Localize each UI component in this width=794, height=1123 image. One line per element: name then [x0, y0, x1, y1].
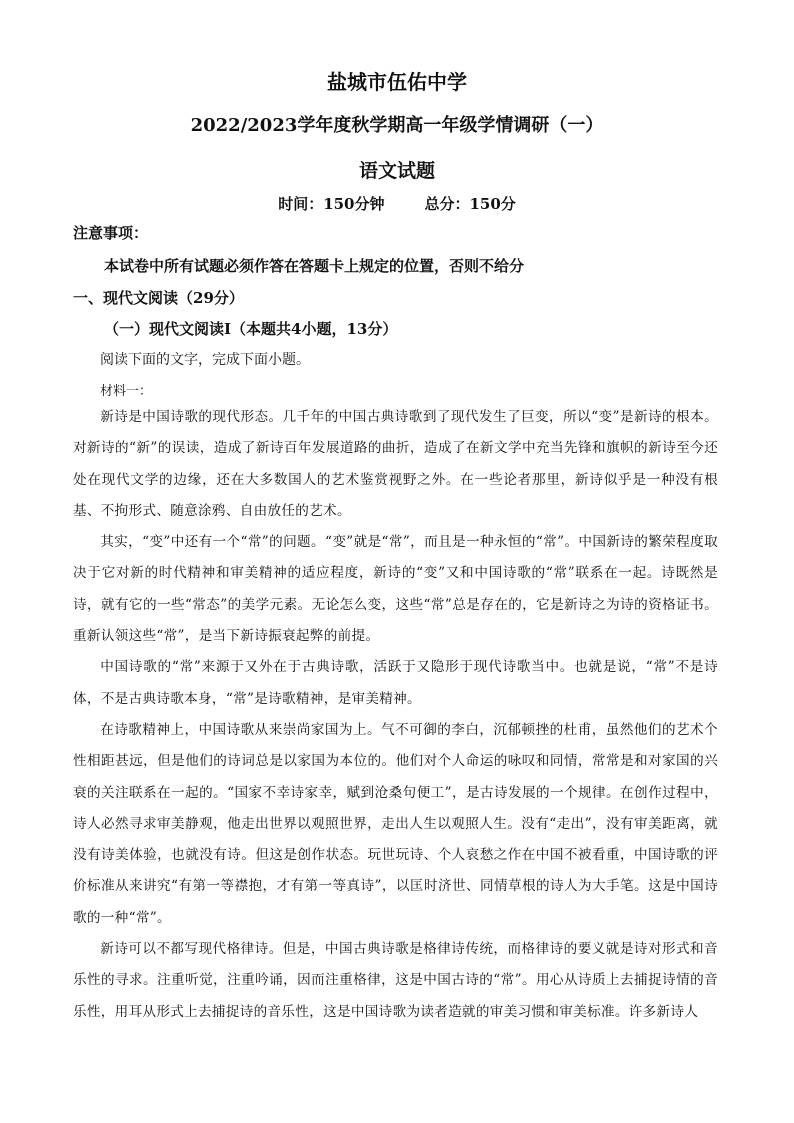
paragraph: 新诗是中国诗歌的现代形态。几千年的中国古典诗歌到了现代发生了巨变，所以“变”是新诗的根本。对新诗的“新”的误读，造成了新诗百年发展道路的曲折，造成了在新文学中充当先锋和旗帜的新诗至今还处在现代文学的边缘，还在大多数国人的艺术鉴赏视野之外。在一些论者那里，新诗似乎是一种没有根基、不拘形式、随意涂鸦、自由放任的艺术。 [73, 409, 718, 519]
subject-title: 语文试题 [358, 160, 435, 182]
school-name: 盐城市伍佑中学 [327, 70, 467, 94]
paragraph: 在诗歌精神上，中国诗歌从来崇尚家国为上。气不可御的李白，沉郁顿挫的杜甫，虽然他们的艺术个性相距甚远，但是他们的诗词总是以家国为本位的。他们对个人命运的咏叹和同情，常常是和对家国的兴衰的关注联系在一起的。“国家不幸诗家幸，赋到沧桑句便工”，是古诗发展的一个规律。在创作过程中，诗人必然寻求审美静观，他走出世界以观照世界，走出人生以观照人生。没有“走出”，没有审美距离，就没有诗美体验，也就没有诗。但这是创作状态。玩世玩诗、个人哀愁之作在中国不被看重，中国诗歌的评价标准从来讲究“有第一等襟抱，才有第一等真诗”，以匡时济世、同情草根的诗人为大手笔。这是中国诗歌的一种“常”。 [73, 721, 718, 926]
exam-score: 总分：150分 [424, 195, 516, 213]
exam-meta [0, 193, 794, 214]
reading-instruction: 阅读下面的文字，完成下面小题。 [100, 352, 310, 368]
section-title: 一、现代文阅读（29分） [73, 289, 244, 307]
material-label: 材料一： [100, 384, 153, 399]
exam-title: 2022/2023学年度秋学期高一年级学情调研（一） [190, 115, 604, 136]
subsection-title: （一）现代文阅读Ⅰ（本题共4小题，13分） [104, 320, 398, 338]
notice-title: 注意事项： [73, 224, 149, 242]
paragraph: 其实，“变”中还有一个“常”的问题。“变”就是“常”，而且是一种永恒的“常”。中国新诗的繁荣程度取决于它对新的时代精神和审美精神的适应程度，新诗的“变”又和中国诗歌的“常”联系在一起。诗既然是诗，就有它的一些“常态”的美学元素。无论怎么变，这些“常”总是存在的，它是新诗之为诗的资格证书。重新认领这些“常”，是当下新诗振衰起弊的前提。 [73, 534, 718, 645]
paragraph: 新诗可以不都写现代格律诗。但是，中国古典诗歌是格律诗传统，而格律诗的要义就是诗对形式和音乐性的寻求。注重听觉，注重吟诵，因而注重格律，这是中国古诗的“常”。用心从诗质上去捕捉诗情的音乐性，用耳从形式上去捕捉诗的音乐性，这是中国诗歌为读者造就的审美习惯和审美标准。许多新诗人 [73, 941, 718, 1020]
passage [73, 402, 718, 1028]
notice-text: 本试卷中所有试题必须作答在答题卡上规定的位置，否则不给分 [104, 257, 525, 275]
paragraph: 中国诗歌的“常”来源于又外在于古典诗歌，活跃于又隐形于现代诗歌当中。也就是说，“常”不是诗体，不是古典诗歌本身，“常”是诗歌精神，是审美精神。 [73, 659, 718, 707]
exam-time: 时间：150分钟 [278, 195, 385, 213]
